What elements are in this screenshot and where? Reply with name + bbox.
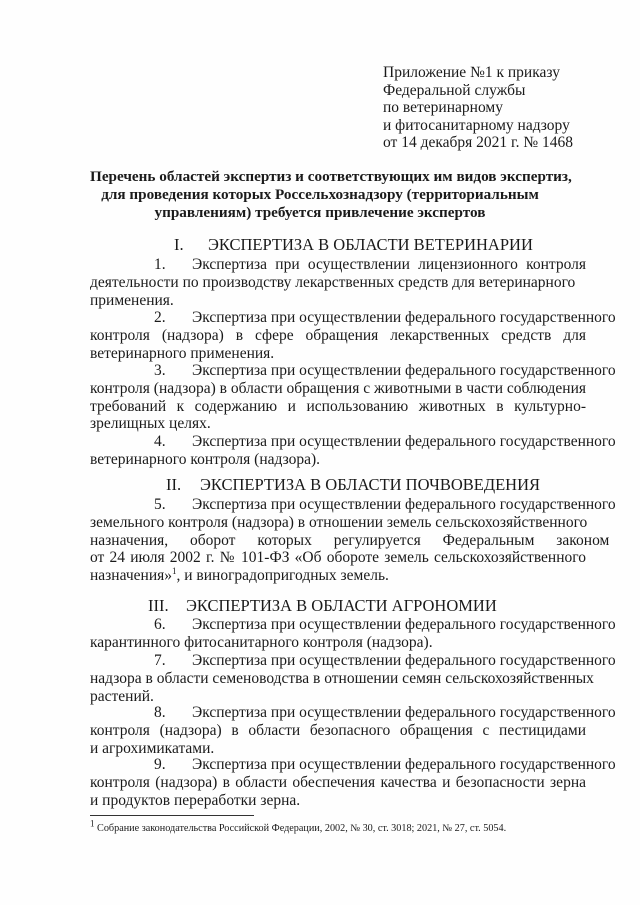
item-number: 3. [154, 362, 166, 379]
item-line: надзора в области семеноводства в отношении семян сельскохозяйственных [90, 669, 594, 687]
item-line: Экспертиза при осуществлении федерального государственного [192, 652, 616, 669]
item-number: 1. [154, 256, 166, 273]
item-line: ветеринарного контроля (надзора). [90, 450, 321, 468]
footnote-divider [90, 815, 254, 816]
section-number: III. [148, 596, 169, 615]
item-number: 2. [154, 309, 166, 326]
item-line: Экспертиза при осуществлении федерального государственного [192, 362, 616, 379]
list-item-1 [90, 256, 586, 309]
section-title: ЭКСПЕРТИЗА В ОБЛАСТИ ВЕТЕРИНАРИИ [208, 235, 533, 254]
item-line: , и виноградопригодных земель. [176, 567, 389, 585]
item-line: Экспертиза при осуществлении федерального государственного [192, 704, 616, 721]
item-line: Экспертиза при осуществлении федерального государственного [192, 433, 616, 450]
list-item-6 [90, 616, 616, 652]
list-item-9 [90, 756, 616, 809]
item-line: ветеринарного применения. [90, 344, 275, 362]
item-line: карантинного фитосанитарного контроля (надзора). [90, 633, 433, 651]
footnote [90, 818, 507, 835]
section-number: I. [174, 235, 184, 254]
appendix-line: по ветеринарному [383, 99, 503, 117]
item-line: растений. [90, 687, 154, 705]
footnote-marker: 1 [90, 818, 95, 829]
item-number: 4. [154, 433, 166, 450]
item-number: 5. [154, 496, 166, 513]
section-title: ЭКСПЕРТИЗА В ОБЛАСТИ АГРОНОМИИ [186, 596, 497, 615]
item-number: 9. [154, 756, 166, 773]
item-line: требований к содержанию и использованию животных в культурно- [90, 397, 586, 415]
item-number: 7. [154, 652, 166, 669]
item-line: Экспертиза при осуществлении лицензионного контроля [192, 256, 586, 273]
item-line: Экспертиза при осуществлении федерального государственного [192, 309, 616, 326]
list-item-2 [90, 309, 616, 362]
item-line: контроля (надзора) в области обращения с животными в части соблюдения [90, 379, 587, 397]
appendix-line: и фитосанитарному надзору [383, 116, 570, 134]
item-line: от 24 июля 2002 г. № 101-ФЗ «Об обороте земель сельскохозяйственного [90, 549, 586, 567]
item-line: назначения» [90, 567, 172, 585]
list-item-7 [90, 652, 616, 705]
item-line: контроля (надзора) в сфере обращения лекарственных средств для [90, 326, 586, 344]
item-line: Экспертиза при осуществлении федерального государственного [192, 496, 616, 513]
item-line: контроля (надзора) в области безопасного обращения с пестицидами [90, 721, 586, 739]
item-line: контроля (надзора) в области обеспечения качества и безопасности зерна [90, 773, 586, 791]
item-line: применения. [90, 291, 174, 309]
section-number: II. [166, 475, 182, 494]
list-item-5 [90, 496, 616, 585]
appendix-line: Приложение №1 к приказу [383, 64, 560, 81]
footnote-ref[interactable]: 1 [172, 566, 177, 577]
list-item-3 [90, 362, 616, 433]
item-last-line [90, 567, 586, 585]
item-line: деятельности по производству лекарственных средств для ветеринарного [90, 273, 576, 291]
title-line: Перечень областей экспертиз и соответствующих им видов экспертиз, [90, 168, 572, 185]
appendix-header [383, 64, 573, 152]
document-title [90, 168, 572, 222]
item-number: 8. [154, 704, 166, 721]
item-line: и агрохимикатами. [90, 739, 215, 757]
title-line: управлениям) требуется привлечение экспертов [154, 204, 486, 221]
list-item-4 [90, 433, 616, 469]
section-title: ЭКСПЕРТИЗА В ОБЛАСТИ ПОЧВОВЕДЕНИЯ [200, 475, 541, 494]
item-line: зрелищных целях. [90, 415, 211, 433]
item-line: земельного контроля (надзора) в отношении земель сельскохозяйственного [90, 513, 588, 531]
list-item-8 [90, 704, 616, 757]
item-line: и продуктов переработки зерна. [90, 791, 301, 809]
title-line: для проведения которых Россельхознадзору (территориальным [101, 186, 539, 203]
item-line: назначения, оборот которых регулируется Федеральным законом [90, 531, 610, 549]
item-line: Экспертиза при осуществлении федерального государственного [192, 616, 616, 633]
item-number: 6. [154, 616, 166, 633]
appendix-line: Федеральной службы [383, 81, 526, 99]
appendix-line: от 14 декабря 2021 г. № 1468 [383, 134, 574, 152]
item-line: Экспертиза при осуществлении федерального государственного [192, 756, 616, 773]
footnote-text: Собрание законодательства Российской Федерации, 2002, № 30, ст. 3018; 2021, № 27, ст. 5054. [97, 823, 507, 834]
